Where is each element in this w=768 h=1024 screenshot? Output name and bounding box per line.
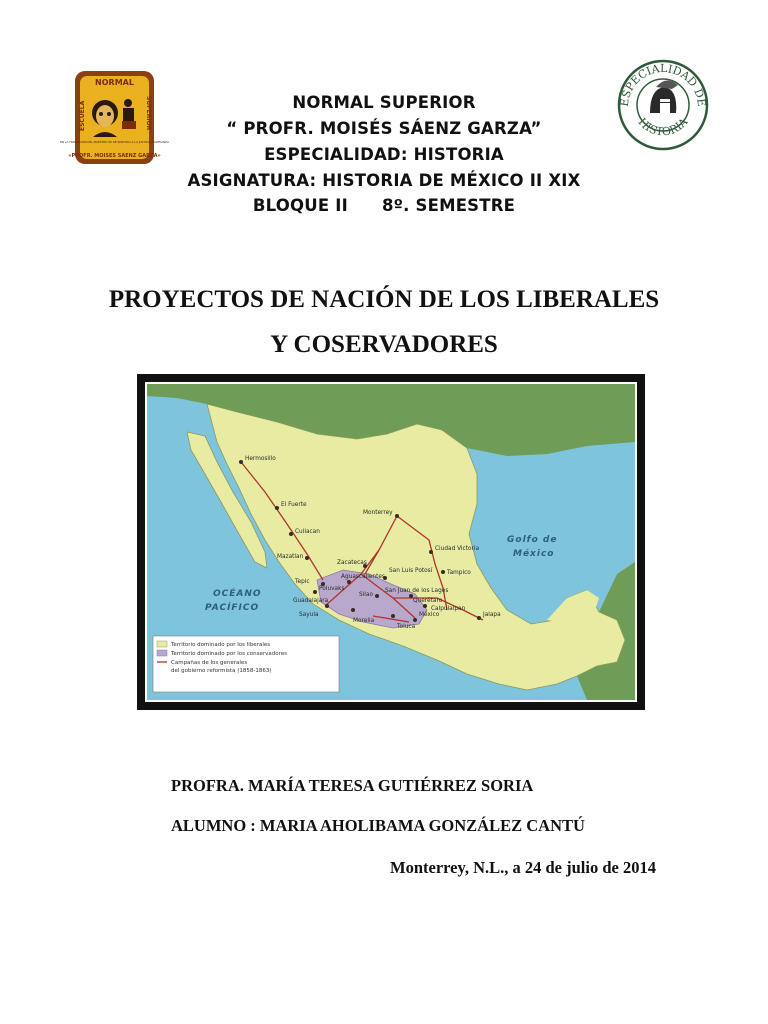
city-sayula: Sayula (299, 612, 319, 618)
student-name: ALUMNO : MARIA AHOLIBAMA GONZÁLEZ CANTÚ (171, 816, 585, 835)
logo-left-text: ESCUELA (79, 100, 86, 131)
city-san-luis-potosi: San Luis Potosí (389, 568, 433, 574)
logo-caption: EN LA FORMACIÓN DEL MAESTRO SE DE SERVICIO A LA JUSTICIA, CONFIANZA (60, 140, 169, 144)
ocean-pacific-label-1: OCÉANO (213, 589, 262, 599)
map-legend (153, 636, 339, 692)
city-silao: Silao (359, 592, 373, 598)
place-date: Monterrey, N.L., a 24 de julio de 2014 (390, 858, 656, 877)
city-el-fuerte: El Fuerte (281, 502, 307, 508)
legend-campaigns-period: del gobierno reformista (1858-1863) (171, 668, 272, 674)
ocean-pacific-label-2: PACÍFICO (205, 603, 260, 613)
city-mexico: México (419, 612, 440, 618)
city-calpulalpan: Calpulalpan (431, 606, 466, 612)
city-tepic: Tepic (295, 579, 310, 585)
bloque-label: BLOQUE II (252, 196, 348, 215)
city-mazatlan: Mazatlan (277, 554, 304, 560)
document-title-line-2: Y COSERVADORES (270, 331, 498, 358)
city-zacatecas: Zacatecas (337, 560, 367, 566)
legend-conservative: Territorio dominado por los conservadores (171, 651, 288, 657)
city-culiacan: Culiacan (295, 529, 320, 535)
city-tampico: Tampico (447, 570, 471, 576)
city-aguascalientes: Aguascalientes (341, 574, 385, 580)
city-guadalajara: Guadalajara (293, 598, 329, 604)
bloque-line (0, 196, 768, 215)
map-frame (137, 374, 645, 710)
document-title-line-1: PROYECTOS DE NACIÓN DE LOS LIBERALES (108, 286, 660, 313)
school-name: NORMAL SUPERIOR (292, 93, 476, 112)
logo-arc-bottom-text: HISTORIA (635, 115, 691, 139)
legend-campaigns: Campañas de los generales (171, 660, 248, 666)
city-monterrey: Monterrey (363, 510, 393, 516)
city-toluca: Toluca (397, 624, 416, 630)
legend-liberal: Territorio dominado por los liberales (171, 642, 271, 648)
city-queretaro: Querétaro (413, 598, 443, 604)
semestre-label: 8º. SEMESTRE (381, 196, 516, 215)
city-morelia: Morelia (353, 618, 375, 624)
city-hermosillo: Hermosillo (245, 456, 276, 462)
logo-bottom-text: «PROFR. MOISES SAENZ GARZA» (68, 153, 161, 159)
logo-arc-top-text: ESPECIALIDAD DE (617, 61, 709, 108)
city-san-juan-de-los-lagos: San Juan de los Lagos (385, 588, 449, 594)
especialidad-line: ESPECIALIDAD: HISTORIA (264, 145, 504, 164)
school-patron: “ PROFR. MOISÉS SÁENZ GARZA” (226, 119, 542, 138)
mexico-map (145, 382, 637, 702)
city-poluvaks: Poluvaks (319, 586, 345, 592)
gulf-label-1: Golfo de (507, 535, 558, 545)
teacher-name: PROFRA. MARÍA TERESA GUTIÉRREZ SORIA (171, 776, 534, 795)
logo-right-text: SUPERIOR (145, 96, 152, 131)
city-ciudad-victoria: Ciudad Victoria (435, 546, 480, 552)
asignatura-line: ASIGNATURA: HISTORIA DE MÉXICO II XIX (187, 171, 581, 190)
gulf-label-2: México (513, 549, 555, 559)
logo-top-text: NORMAL (95, 78, 134, 87)
city-jalapa: Jalapa (483, 612, 501, 618)
